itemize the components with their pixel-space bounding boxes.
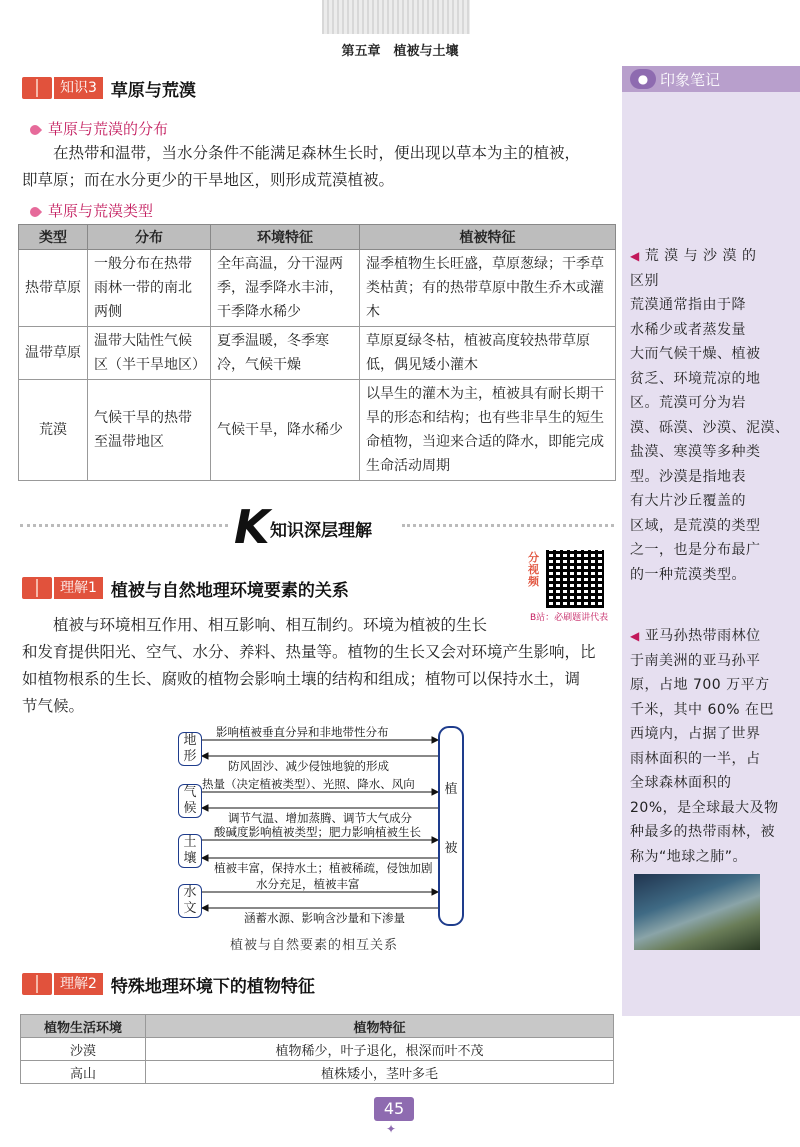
header-tab-decoration xyxy=(322,0,470,34)
video-label: 分视频 xyxy=(528,551,539,588)
bullet-icon xyxy=(28,122,42,136)
banner-divider-left xyxy=(20,524,228,527)
table-cell: 一般分布在热带雨林一带的南北两侧 xyxy=(88,250,211,327)
table-cell: 全年高温，分干湿两季，湿季降水丰沛，干季降水稀少 xyxy=(211,250,360,327)
table-cell: 植物稀少，叶子退化，根深而叶不茂 xyxy=(146,1038,614,1061)
section-label: 知识3 xyxy=(54,77,103,99)
paragraph-relationship xyxy=(22,612,622,720)
elephant-icon: ● xyxy=(630,69,656,89)
paragraph-line: 如植物根系的生长、腐败的植物会影响土壤的结构和组成；植物可以保持水土，调 xyxy=(22,670,581,688)
arrow-label: 防风固沙、减少侵蚀地貌的形成 xyxy=(228,759,389,773)
banner-divider-right xyxy=(402,524,614,527)
amazon-river-photo xyxy=(634,874,760,950)
triangle-icon: ◀ xyxy=(630,629,640,643)
bird-icon: ✦ xyxy=(386,1122,397,1136)
column-header: 植被特征 xyxy=(360,225,616,250)
grassland-desert-table xyxy=(18,224,616,481)
note2-line: 雨林面积的一半，占 xyxy=(630,750,761,767)
section-label: 理解1 xyxy=(54,577,103,599)
element-char: 地 xyxy=(183,733,197,748)
qr-caption: B站：必刷题讲代表 xyxy=(530,613,609,623)
element-box-soil xyxy=(178,834,202,868)
note1-line: 型。沙漠是指地表 xyxy=(630,468,746,485)
note2-line: 20%，是全球最大及物 xyxy=(630,799,779,816)
note1-line: 有大片沙丘覆盖的 xyxy=(630,493,746,509)
column-header: 类型 xyxy=(19,225,88,250)
table-cell: 气候干旱，降水稀少 xyxy=(211,380,360,481)
element-box-climate xyxy=(178,784,202,818)
note1-heading-line: 荒 漠 与 沙 漠 的 xyxy=(644,248,757,264)
column-header: 环境特征 xyxy=(211,225,360,250)
table-cell: 高山 xyxy=(21,1061,146,1084)
column-header: 植物特征 xyxy=(146,1015,614,1038)
arrow-label: 影响植被垂直分异和非地带性分布 xyxy=(216,725,389,739)
element-char: 形 xyxy=(183,749,197,764)
table-row xyxy=(19,250,616,327)
element-box-landform xyxy=(178,732,202,766)
table-header-row xyxy=(21,1015,614,1038)
paragraph-line: 节气候。 xyxy=(22,697,85,715)
column-header: 分布 xyxy=(88,225,211,250)
table-row xyxy=(19,327,616,380)
element-char: 气 xyxy=(183,785,197,800)
arrow-label: 植被丰富，保持水土；植被稀疏，侵蚀加剧 xyxy=(214,861,433,875)
bullet-icon xyxy=(28,204,42,218)
note1-heading-line: 区别 xyxy=(630,272,659,289)
arrow-label: 热量（决定植被类型）、光照、降水、风向 xyxy=(202,777,415,791)
table-row xyxy=(21,1061,614,1084)
subheading-distribution xyxy=(30,118,168,139)
note2-line: 全球森林面积的 xyxy=(630,775,732,791)
banner-title: 知识深层理解 xyxy=(270,521,372,541)
section-title: 草原与荒漠 xyxy=(110,80,196,101)
qr-code[interactable] xyxy=(546,550,604,608)
element-char: 水 xyxy=(183,885,197,900)
table-cell: 温带草原 xyxy=(19,327,88,380)
table-cell: 植株矮小，茎叶多毛 xyxy=(146,1061,614,1084)
table-cell: 热带草原 xyxy=(19,250,88,327)
subheading-types xyxy=(30,200,153,221)
note2-line: 西境内，占据了世界 xyxy=(630,726,761,742)
book-icon xyxy=(22,973,52,995)
element-box-hydrology xyxy=(178,884,202,918)
section-title: 特殊地理环境下的植物特征 xyxy=(110,976,315,997)
book-icon xyxy=(22,77,52,99)
note1-line: 区域，是荒漠的类型 xyxy=(630,517,761,534)
paragraph-distribution xyxy=(22,140,622,194)
note1-line: 水稀少或者蒸发量 xyxy=(630,321,746,338)
vegetation-char: 被 xyxy=(444,841,458,856)
note1-line: 之一，也是分布最广 xyxy=(630,542,761,558)
vegetation-char: 植 xyxy=(444,782,458,797)
table-cell: 草原夏绿冬枯，植被高度较热带草原低，偶见矮小灌木 xyxy=(360,327,616,380)
table-cell: 夏季温暖，冬季寒冷，气候干燥 xyxy=(211,327,360,380)
element-char: 壤 xyxy=(183,851,197,866)
vegetation-relationship-diagram xyxy=(170,722,470,930)
subheading-text: 草原与荒漠的分布 xyxy=(48,120,169,138)
vegetation-box xyxy=(438,726,464,926)
paragraph-line: 植被与环境相互作用、相互影响、相互制约。环境为植被的生长 xyxy=(53,616,488,634)
table-cell: 温带大陆性气候区（半干旱地区） xyxy=(88,327,211,380)
section-label: 理解2 xyxy=(54,973,103,995)
special-environment-table xyxy=(20,1014,614,1084)
note2-line: 原，占地 700 万平方 xyxy=(630,677,770,693)
note2-line: 于南美洲的亚马孙平 xyxy=(630,652,761,669)
arrow-label: 涵蓄水源、影响含沙量和下渗量 xyxy=(244,911,405,925)
note1-line: 漠、砾漠、沙漠、泥漠、 xyxy=(630,419,790,436)
note2-line: 千米，其中 60% 在巴 xyxy=(630,701,775,718)
table-cell: 荒漠 xyxy=(19,380,88,481)
section-header-understanding1 xyxy=(22,576,349,600)
note1-line: 大而气候干燥、植被 xyxy=(630,346,761,362)
column-header: 植物生活环境 xyxy=(21,1015,146,1038)
page-number: 45 xyxy=(374,1097,414,1121)
note2-line: 种最多的热带雨林，被 xyxy=(630,824,775,840)
section-title: 植被与自然地理环境要素的关系 xyxy=(110,580,349,601)
diagram-caption: 植被与自然要素的相互关系 xyxy=(230,938,399,953)
subheading-text: 草原与荒漠类型 xyxy=(48,202,154,220)
chapter-title: 第五章 植被与土壤 xyxy=(341,44,459,59)
table-cell: 沙漠 xyxy=(21,1038,146,1061)
table-cell: 以旱生的灌木为主，植被具有耐长期干旱的形态和结构；也有些非旱生的短生命植物，当迎来合适的降水，即能完成生命活动周期 xyxy=(360,380,616,481)
note2-line: 亚马孙热带雨林位 xyxy=(644,628,761,644)
element-char: 候 xyxy=(183,801,197,816)
triangle-icon: ◀ xyxy=(630,249,640,263)
note1-line: 荒漠通常指由于降 xyxy=(630,297,746,313)
table-header-row xyxy=(19,225,616,250)
table-cell: 湿季植物生长旺盛，草原葱绿；干季草类枯黄；有的热带草原中散生乔木或灌木 xyxy=(360,250,616,327)
note2-line: 称为“地球之肺”。 xyxy=(630,848,748,865)
note1-line: 贫乏、环境荒凉的地 xyxy=(630,370,761,387)
element-char: 文 xyxy=(183,901,197,916)
paragraph-line: 和发育提供阳光、空气、水分、养料、热量等。植物的生长又会对环境产生影响，比 xyxy=(22,643,596,661)
arrow-label: 调节气温、增加蒸腾、调节大气成分 xyxy=(228,811,412,825)
sidebar-note-desert xyxy=(630,244,796,587)
note1-line: 区。荒漠可分为岩 xyxy=(630,395,746,411)
sidebar-title: 印象笔记 xyxy=(660,71,721,89)
arrow-label: 酸碱度影响植被类型；肥力影响植被生长 xyxy=(214,825,421,839)
paragraph-line: 在热带和温带，当水分条件不能满足森林生长时，便出现以草本为主的植被， xyxy=(53,144,581,162)
table-row xyxy=(19,380,616,481)
section-header-knowledge3 xyxy=(22,76,196,100)
table-row xyxy=(21,1038,614,1061)
paragraph-line: 即草原；而在水分更少的干旱地区，则形成荒漠植被。 xyxy=(22,171,395,189)
banner-k-logo: K xyxy=(234,500,270,554)
note1-line: 的一种荒漠类型。 xyxy=(630,566,746,583)
book-icon xyxy=(22,577,52,599)
note1-line: 盐漠、寒漠等多种类 xyxy=(630,444,761,460)
table-cell: 气候干旱的热带至温带地区 xyxy=(88,380,211,481)
sidebar-note-amazon xyxy=(630,624,796,869)
arrow-label: 水分充足，植被丰富 xyxy=(256,877,360,891)
element-char: 土 xyxy=(183,835,197,850)
section-header-understanding2 xyxy=(22,972,315,996)
